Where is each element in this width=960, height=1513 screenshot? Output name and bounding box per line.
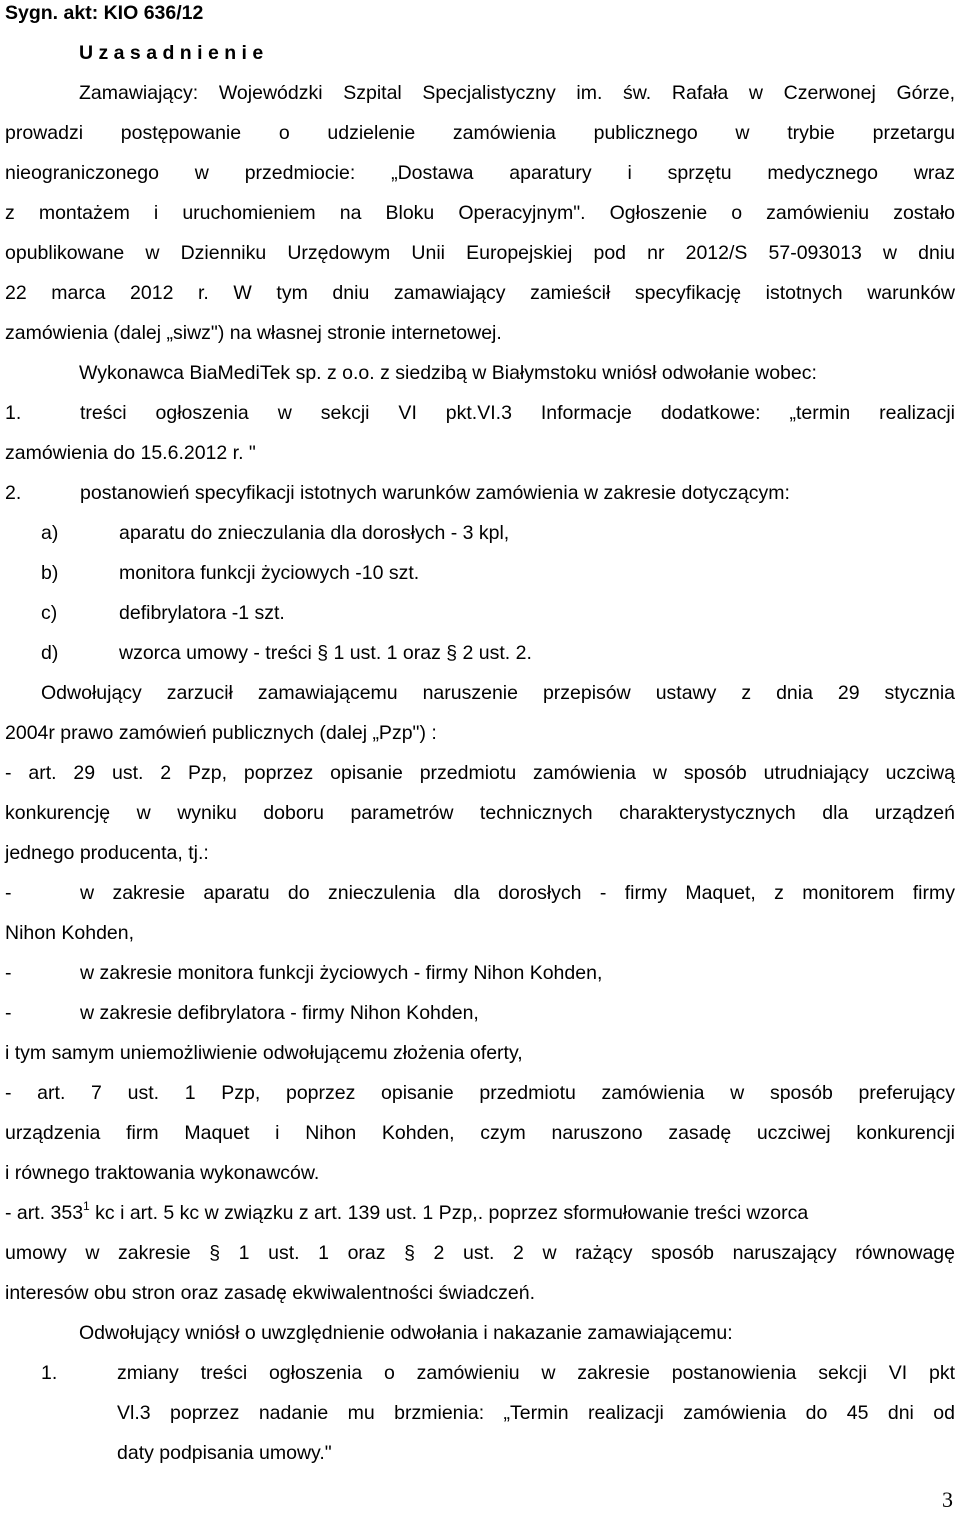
dash-item: [5, 993, 955, 1033]
paragraph-line: Zamawiający: Wojewódzki Szpital Specjalistyczny im. św. Rafała w Czerwonej Górze,: [79, 82, 955, 104]
paragraph-line: interesów obu stron oraz zasadę ekwiwalentności świadczeń.: [5, 1282, 536, 1304]
sub-list-item: [5, 633, 955, 673]
sub-list-key: a): [41, 522, 59, 544]
superscript: 1: [83, 1198, 90, 1213]
paragraph-text: kc i art. 5 kc w związku z art. 139 ust. 1 Pzp,. poprzez sformułowanie treści wzorca: [89, 1202, 809, 1224]
sub-list-item: [5, 553, 955, 593]
paragraph-line: 2004r prawo zamówień publicznych (dalej „Pzp") :: [5, 722, 437, 744]
list-item: [5, 393, 955, 433]
paragraph-text: - art. 353: [5, 1202, 84, 1224]
list-number: 2.: [5, 482, 22, 504]
paragraph-line: [5, 1193, 955, 1233]
paragraph-line: Wykonawca BiaMediTek sp. z o.o. z siedzibą w Białymstoku wniósł odwołanie wobec:: [79, 362, 817, 384]
list-number: 1.: [5, 402, 22, 424]
list-item: [5, 473, 955, 513]
paragraph-line: Odwołujący wniósł o uwzględnienie odwołania i nakazanie zamawiającemu:: [79, 1322, 733, 1344]
paragraph-line: zamówienia (dalej „siwz") na własnej stronie internetowej.: [5, 322, 502, 344]
paragraph-line: nieograniczonego w przedmiocie: „Dostawa aparatury i sprzętu medycznego wraz: [5, 162, 955, 184]
dash-marker: -: [5, 882, 12, 904]
dash-item: [5, 953, 955, 993]
request-text: zmiany treści ogłoszenia o zamówieniu w zakresie postanowienia sekcji VI pkt: [117, 1362, 955, 1384]
request-text: daty podpisania umowy.": [117, 1442, 332, 1464]
dash-marker: -: [5, 1002, 12, 1024]
paragraph-line: prowadzi postępowanie o udzielenie zamówienia publicznego w trybie przetargu: [5, 122, 955, 144]
sub-list-key: d): [41, 642, 59, 664]
dash-item-continuation: Nihon Kohden,: [5, 922, 135, 944]
list-item-text: treści ogłoszenia w sekcji VI pkt.VI.3 Informacje dodatkowe: „termin realizacji: [80, 402, 955, 424]
sub-list-item: [5, 513, 955, 553]
paragraph-line: urządzenia firm Maquet i Nihon Kohden, czym naruszono zasadę uczciwej konkurencji: [5, 1122, 955, 1144]
paragraph-line: z montażem i uruchomieniem na Bloku Operacyjnym". Ogłoszenie o zamówieniu zostało: [5, 202, 955, 224]
case-signature: Sygn. akt: KIO 636/12: [5, 2, 204, 24]
sub-list-text: defibrylatora -1 szt.: [119, 602, 285, 624]
list-item-text: postanowień specyfikacji istotnych warunków zamówienia w zakresie dotyczącym:: [80, 482, 790, 504]
dash-item-text: w zakresie defibrylatora - firmy Nihon Kohden,: [80, 1002, 479, 1024]
paragraph-line: Odwołujący zarzucił zamawiającemu naruszenie przepisów ustawy z dnia 29 stycznia: [41, 682, 955, 704]
dash-item-text: w zakresie monitora funkcji życiowych - firmy Nihon Kohden,: [80, 962, 603, 984]
sub-list-text: aparatu do znieczulania dla dorosłych - 3 kpl,: [119, 522, 510, 544]
request-number: 1.: [41, 1362, 58, 1384]
paragraph-line: - art. 29 ust. 2 Pzp, poprzez opisanie przedmiotu zamówienia w sposób utrudniający uczciwą: [5, 762, 955, 784]
paragraph-line: 22 marca 2012 r. W tym dniu zamawiający zamieścił specyfikację istotnych warunków: [5, 282, 955, 304]
page-number: 3: [942, 1487, 953, 1512]
paragraph-line: umowy w zakresie § 1 ust. 1 oraz § 2 ust. 2 w rażący sposób naruszający równowagę: [5, 1242, 955, 1264]
sub-list-item: [5, 593, 955, 633]
sub-list-key: c): [41, 602, 58, 624]
sub-list-key: b): [41, 562, 59, 584]
paragraph-line: jednego producenta, tj.:: [5, 842, 209, 864]
request-text: Vl.3 poprzez nadanie mu brzmienia: „Termin realizacji zamówienia do 45 dni od: [117, 1402, 955, 1424]
paragraph-line: konkurencję w wyniku doboru parametrów technicznych charakterystycznych dla urządzeń: [5, 802, 955, 824]
paragraph-line: - art. 7 ust. 1 Pzp, poprzez opisanie przedmiotu zamówienia w sposób preferujący: [5, 1082, 955, 1104]
sub-list-text: wzorca umowy - treści § 1 ust. 1 oraz § 2 ust. 2.: [119, 642, 532, 664]
list-item-continuation: zamówienia do 15.6.2012 r. ": [5, 442, 256, 464]
paragraph-line: opublikowane w Dzienniku Urzędowym Unii Europejskiej pod nr 2012/S 57-093013 w dniu: [5, 242, 955, 264]
dash-item: [5, 873, 955, 913]
sub-list-text: monitora funkcji życiowych -10 szt.: [119, 562, 420, 584]
paragraph-line: i równego traktowania wykonawców.: [5, 1162, 320, 1184]
section-title: U z a s a d n i e n i e: [79, 42, 264, 64]
dash-marker: -: [5, 962, 12, 984]
dash-item-text: w zakresie aparatu do znieczulenia dla dorosłych - firmy Maquet, z monitorem firmy: [80, 882, 955, 904]
paragraph-line: i tym samym uniemożliwienie odwołującemu złożenia oferty,: [5, 1042, 523, 1064]
